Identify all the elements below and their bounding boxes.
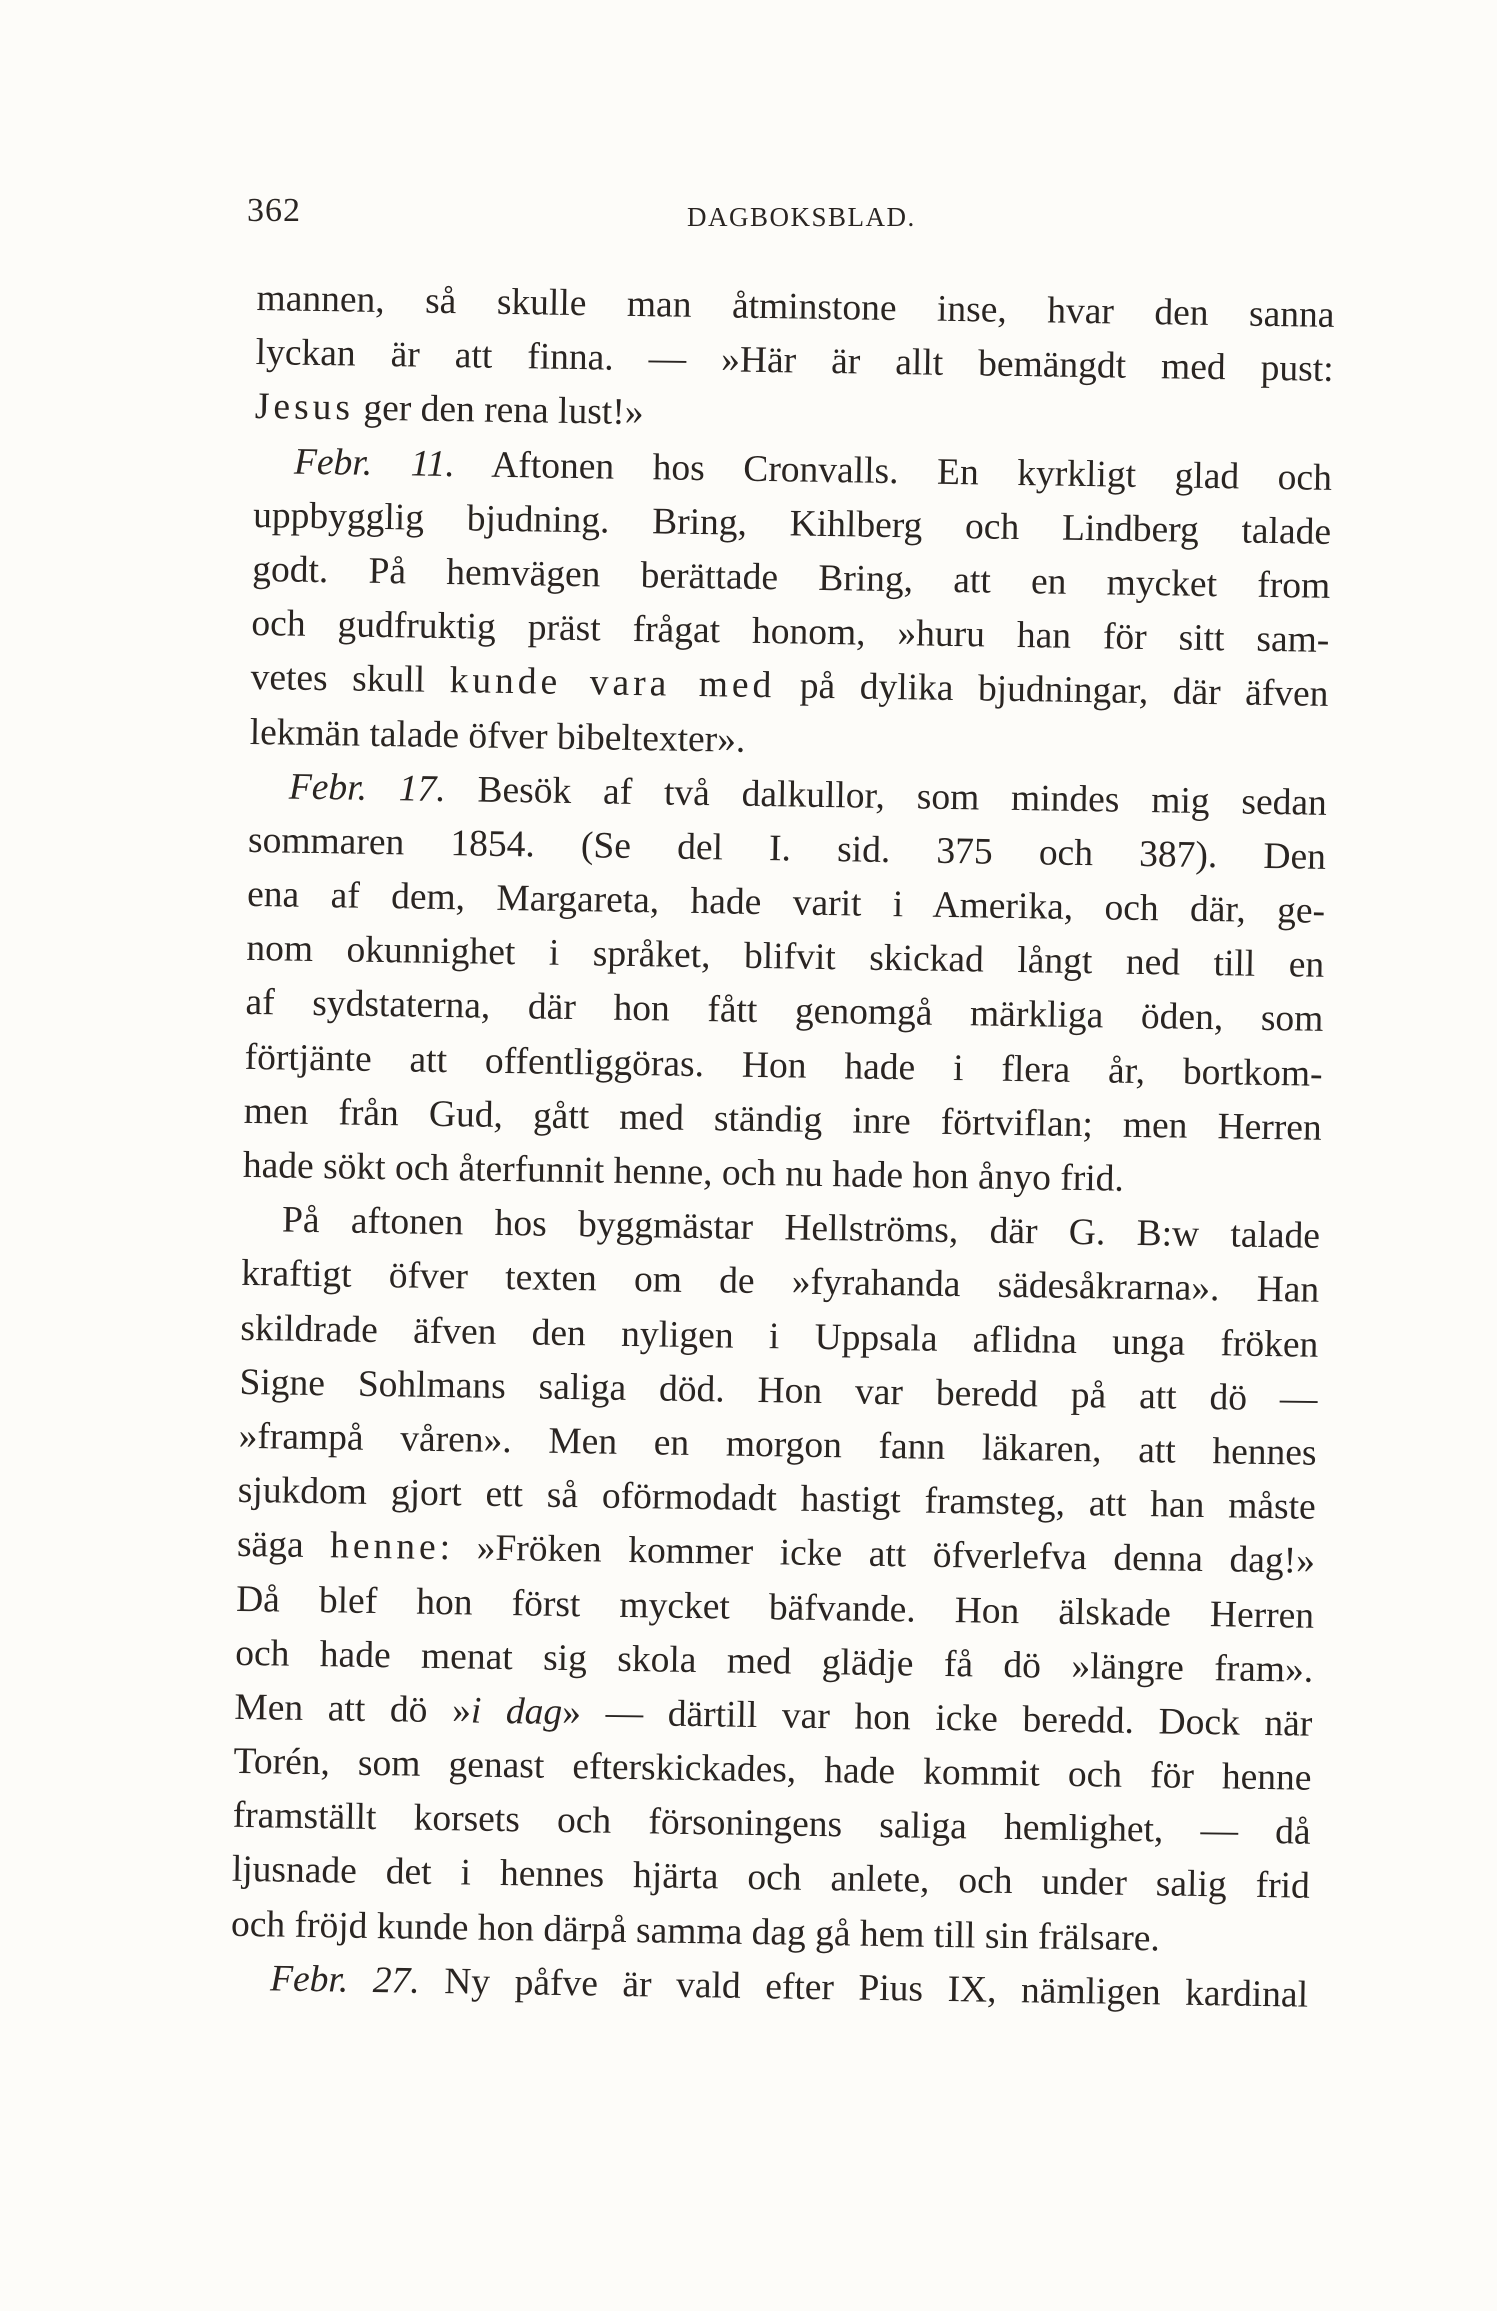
line-text: » — därtill var hon icke beredd. Dock när (561, 1691, 1313, 1745)
text-line: sommaren 1854. (Se del I. sid. 375 och 387). Den (247, 819, 1327, 878)
entry-date: Febr. 27. (269, 1958, 421, 2002)
line-text: Ny påfve är vald efter Pius IX, nämligen kardinal (419, 1960, 1309, 2016)
text-line: förtjänte att offentliggöras. Hon hade i flera år, bortkom- (244, 1036, 1323, 1095)
text-line: mannen, så skulle man åtminstone inse, hvar den sanna (256, 277, 1335, 336)
entry-date: Febr. 11. (293, 441, 456, 485)
text-line: kraftigt öfver texten om de »fyrahanda sädesåkrarna». Han (240, 1253, 1320, 1312)
line-text: : »Fröken kommer icke att öfverlefva denna dag!» (439, 1527, 1316, 1583)
body-text (230, 272, 1335, 2023)
text-line: Då blef hon först mycket bäfvande. Hon älskade Herren (235, 1578, 1315, 1637)
text-line: uppbygglig bjudning. Bring, Kihlberg och Lindberg talade (252, 494, 1332, 553)
page-header (247, 192, 1327, 244)
line-text: ger den rena lust!» (353, 387, 644, 434)
text-line: och fröjd kunde hon därpå samma dag gå hem till sin frälsare. (230, 1903, 1161, 1960)
text-line: ljusnade det i hennes hjärta och anlete, och under salig frid (231, 1849, 1311, 1908)
text-line: På aftonen hos byggmästar Hellströms, där G. B:w talade (281, 1199, 1321, 1258)
entry-date: Febr. 17. (288, 766, 447, 810)
text-line: skildrade äfven den nyligen i Uppsala aflidna unga fröken (240, 1307, 1319, 1366)
text-line: af sydstaterna, där hon fått genomgå märkliga öden, som (245, 982, 1324, 1041)
line-text: Aftonen hos Cronvalls. En kyrkligt glad och (454, 443, 1333, 499)
text-line: ena af dem, Margareta, hade varit i Amerika, och där, ge- (246, 873, 1326, 932)
text-line: och gudfruktig präst frågat honom, »huru han för sitt sam- (251, 603, 1330, 662)
page-number: 362 (247, 192, 301, 229)
text-line: sjukdom gjort ett så oförmodadt hastigt framsteg, att han måste (237, 1469, 1317, 1528)
text-line: godt. På hemvägen berättade Bring, att en mycket from (252, 548, 1331, 607)
line-text: vetes skull (250, 657, 450, 702)
text-line: »frampå våren». Men en morgon fann läkaren, att hennes (238, 1415, 1317, 1474)
spaced-phrase: kunde vara med (449, 660, 776, 707)
line-text: Besök af två dalkullor, som mindes mig sedan (445, 768, 1328, 824)
text-line: och hade menat sig skola med glädje få dö »längre fram». (234, 1632, 1314, 1691)
text-line: lekmän talade öfver bibeltexter». (249, 711, 746, 761)
running-head: DAGBOKSBLAD. (687, 202, 916, 232)
text-line: hade sökt och återfunnit henne, och nu hade hon ånyo frid. (242, 1144, 1125, 1200)
text-line: men från Gud, gått med ständig inre förtviflan; men Herren (243, 1090, 1323, 1149)
line-text: på dylika bjudningar, där äfven (775, 665, 1329, 716)
spaced-word: Jesus (254, 386, 355, 429)
text-line: framställt korsets och försoningens saliga hemlighet, — då (232, 1795, 1311, 1853)
text-line: lyckan är att finna. — »Här är allt bemängdt med pust: (255, 332, 1334, 391)
spaced-word: henne (329, 1525, 441, 1569)
line-text: säga (236, 1524, 331, 1567)
text-line: nom okunnighet i språket, blifvit skickad långt ned till en (246, 928, 1325, 987)
italic-phrase: i dag (470, 1690, 563, 1733)
text-line: Signe Sohlmans saliga död. Hon var beredd på att dö — (239, 1361, 1318, 1420)
text-line: Torén, som genast efterskickades, hade kommit och för henne (233, 1740, 1312, 1799)
line-text: Men att dö » (234, 1686, 472, 1732)
